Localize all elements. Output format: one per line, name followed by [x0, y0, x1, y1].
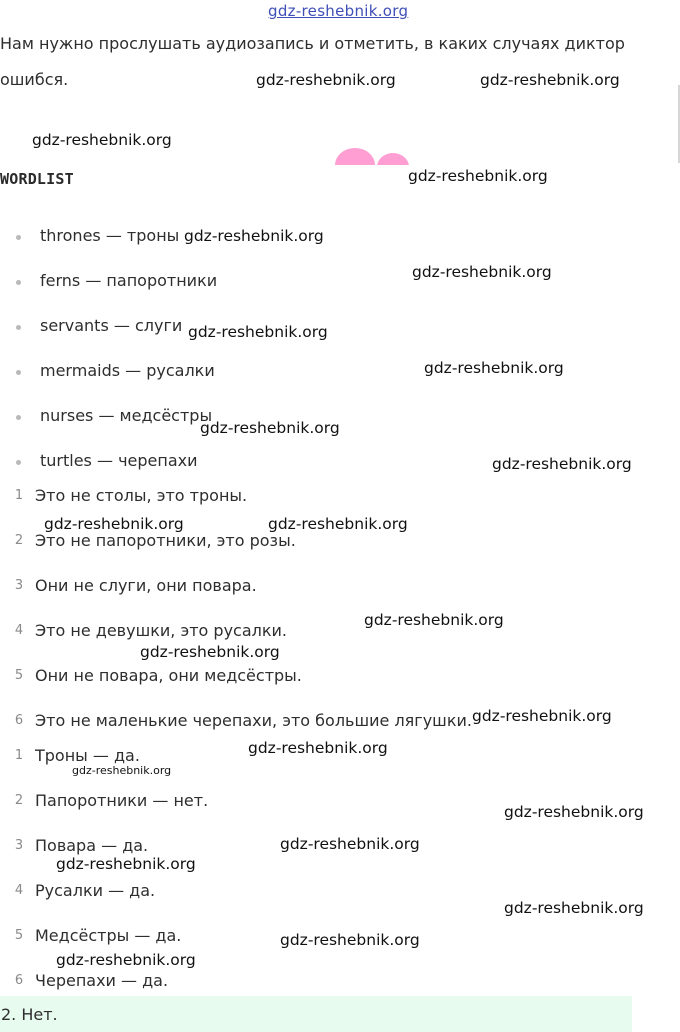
- list-number: 6: [14, 973, 24, 988]
- wordlist-title: WORDLIST: [0, 170, 74, 188]
- watermark: gdz-reshebnik.org: [256, 71, 396, 89]
- watermark: gdz-reshebnik.org: [424, 359, 564, 377]
- watermark: gdz-reshebnik.org: [280, 835, 420, 853]
- list-number: 2: [14, 793, 24, 808]
- answer-box: [0, 996, 632, 1032]
- watermark: gdz-reshebnik.org: [492, 455, 632, 473]
- watermark: gdz-reshebnik.org: [248, 739, 388, 757]
- watermark: gdz-reshebnik.org: [412, 263, 552, 281]
- watermark: gdz-reshebnik.org: [44, 515, 184, 533]
- watermark: gdz-reshebnik.org: [140, 643, 280, 661]
- watermark-small: gdz-reshebnik.org: [72, 764, 172, 777]
- watermark: gdz-reshebnik.org: [480, 71, 620, 89]
- watermark: gdz-reshebnik.org: [268, 515, 408, 533]
- watermark: gdz-reshebnik.org: [188, 323, 328, 341]
- list-item: Русалки — да.: [35, 881, 156, 900]
- list-number: 3: [14, 838, 24, 853]
- list-item: Черепахи — да.: [35, 971, 169, 990]
- list-item: Это не папоротники, это розы.: [35, 531, 296, 550]
- list-item: Троны — да.: [35, 746, 140, 765]
- watermark: gdz-reshebnik.org: [504, 803, 644, 821]
- final-answer: 2. Нет.: [1, 1005, 58, 1024]
- list-item: Они не повара, они медсёстры.: [35, 666, 302, 685]
- list-item: Медсёстры — да.: [35, 926, 182, 945]
- bullet-icon: [16, 325, 21, 330]
- watermark: gdz-reshebnik.org: [472, 707, 612, 725]
- list-number: 4: [14, 883, 24, 898]
- list-number: 5: [14, 668, 24, 683]
- watermark: gdz-reshebnik.org: [200, 419, 340, 437]
- watermark: gdz-reshebnik.org: [504, 899, 644, 917]
- watermark: gdz-reshebnik.org: [184, 227, 324, 245]
- list-item: Это не столы, это троны.: [35, 486, 248, 505]
- bullet-icon: [16, 460, 21, 465]
- watermark: gdz-reshebnik.org: [32, 131, 172, 149]
- list-number: 1: [14, 488, 24, 503]
- list-item: Они не слуги, они повара.: [35, 576, 257, 595]
- bullet-icon: [16, 370, 21, 375]
- list-item: Это не девушки, это русалки.: [35, 621, 288, 640]
- watermark: gdz-reshebnik.org: [364, 611, 504, 629]
- list-number: 6: [14, 713, 24, 728]
- watermark: gdz-reshebnik.org: [56, 951, 196, 969]
- list-number: 1: [14, 748, 24, 763]
- watermark: gdz-reshebnik.org: [56, 855, 196, 873]
- wordlist-item: servants — слуги: [40, 316, 183, 335]
- wordlist-item: thrones — троны: [40, 226, 180, 245]
- list-number: 2: [14, 533, 24, 548]
- wordlist-item: nurses — медсёстры: [40, 406, 213, 425]
- list-item: Повара — да.: [35, 836, 149, 855]
- list-item: Это не маленькие черепахи, это большие лягушки.: [35, 711, 472, 730]
- watermark-top: gdz-reshebnik.org: [268, 2, 409, 20]
- bullet-icon: [16, 415, 21, 420]
- list-item: Папоротники — нет.: [35, 791, 209, 810]
- wordlist-item: mermaids — русалки: [40, 361, 215, 380]
- decorative-blob-image: [333, 145, 413, 165]
- list-number: 5: [14, 928, 24, 943]
- wordlist-item: turtles — черепахи: [40, 451, 198, 470]
- wordlist-item: ferns — папоротники: [40, 271, 218, 290]
- bullet-icon: [16, 235, 21, 240]
- watermark: gdz-reshebnik.org: [280, 931, 420, 949]
- bullet-icon: [16, 280, 21, 285]
- intro-line-1: Нам нужно прослушать аудиозапись и отметить, в каких случаях диктор: [0, 34, 625, 53]
- intro-line-2: ошибся.: [0, 70, 69, 89]
- watermark: gdz-reshebnik.org: [408, 167, 548, 185]
- list-number: 3: [14, 578, 24, 593]
- list-number: 4: [14, 623, 24, 638]
